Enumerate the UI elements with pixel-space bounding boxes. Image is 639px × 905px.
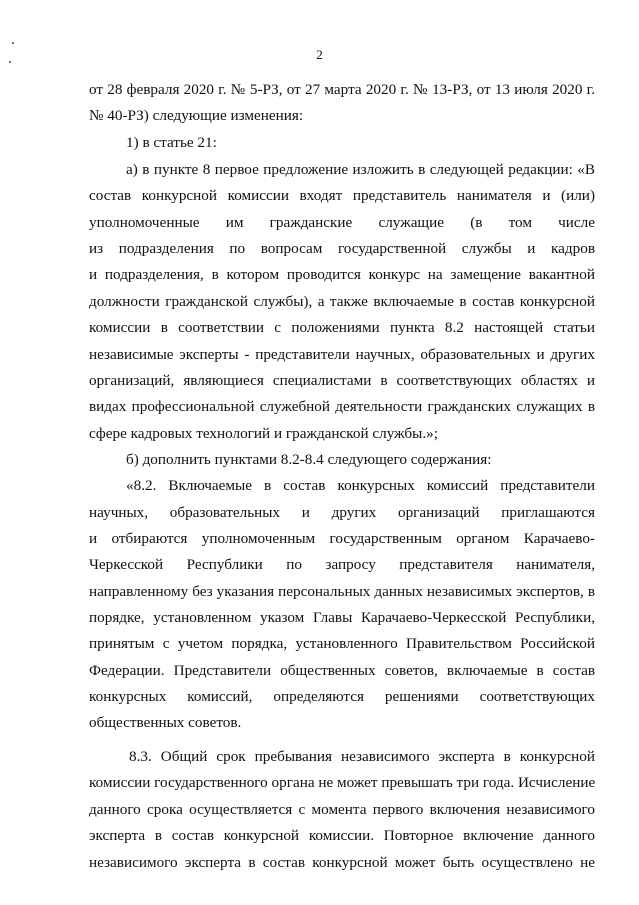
text-line: данного срока осуществляется с момента первого включения независимого — [89, 801, 595, 818]
text-line: Федерации. Представители общественных советов, включаемые в состав — [89, 662, 595, 679]
text-line: направленному без указания персональных данных независимых экспертов, в — [89, 583, 595, 600]
text-line: № 40-РЗ) следующие изменения: — [89, 107, 304, 124]
text-line: сфере кадровых технологий и гражданской службы.»; — [89, 425, 438, 442]
text-line: организаций, являющиеся специалистами в соответствующих областях и — [89, 372, 595, 389]
text-line: состав конкурсной комиссии входят представитель нанимателя и (или) — [89, 187, 595, 204]
text-line: должности гражданской службы), а также включаемые в состав конкурсной — [89, 293, 595, 310]
text-line: 1) в статье 21: — [126, 134, 217, 151]
text-line: уполномоченные им гражданские служащие (в том числе — [89, 214, 595, 231]
page-number: 2 — [316, 47, 323, 62]
text-line: научных, образовательных и других организаций приглашаются — [89, 504, 595, 521]
text-line: и подразделения, в котором проводится конкурс на замещение вакантной — [89, 266, 595, 283]
text-line: комиссии государственного органа не может превышать три года. Исчисление — [89, 774, 596, 791]
text-line: принятым с учетом порядка, установленного Правительством Российской — [89, 635, 595, 652]
text-line: из подразделения по вопросам государственной службы и кадров — [89, 240, 595, 257]
text-line: порядке, установленном указом Главы Карачаево-Черкесской Республики, — [89, 609, 595, 626]
scan-speck — [12, 42, 14, 44]
text-line: эксперта в состав конкурсной комиссии. Повторное включение данного — [89, 827, 595, 844]
text-line: б) дополнить пунктами 8.2-8.4 следующего содержания: — [126, 451, 492, 468]
text-line: видах профессиональной служебной деятельности гражданских служащих в — [89, 398, 595, 415]
text-line: общественных советов. — [89, 714, 242, 731]
text-line: независимые эксперты - представители научных, образовательных и других — [89, 346, 595, 363]
text-line: от 28 февраля 2020 г. № 5-РЗ, от 27 марта 2020 г. № 13-РЗ, от 13 июля 2020 г. — [89, 81, 595, 98]
text-line: а) в пункте 8 первое предложение изложить в следующей редакции: «В — [126, 161, 595, 178]
text-line: 8.3. Общий срок пребывания независимого эксперта в конкурсной — [129, 748, 595, 765]
text-line: конкурсных комиссий, определяются решениями соответствующих — [89, 688, 595, 705]
text-line: «8.2. Включаемые в состав конкурсных комиссий представители — [126, 477, 595, 494]
text-line: комиссии в соответствии с положениями пункта 8.2 настоящей статьи — [89, 319, 595, 336]
text-line: и отбираются уполномоченным государственным органом Карачаево- — [89, 530, 595, 547]
text-line: Черкесской Республики по запросу представителя нанимателя, — [89, 556, 595, 573]
text-line: независимого эксперта в состав конкурсной может быть осуществлено не — [89, 854, 595, 871]
